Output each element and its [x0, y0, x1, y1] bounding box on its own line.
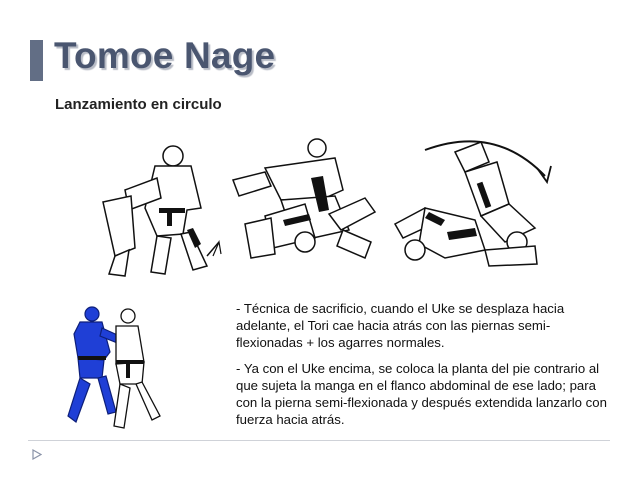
tori-uke-color-illustration — [58, 304, 168, 436]
technique-paragraph-1: - Técnica de sacrificio, cuando el Uke se desplaza hacia adelante, el Tori cae hacia atrás con las piernas semi-flexionadas + los agarres normales. — [236, 301, 565, 350]
throw-step-1-illustration — [95, 138, 225, 278]
title-accent-bar — [30, 40, 43, 81]
triangle-bullet-icon — [32, 449, 42, 460]
throw-step-2-illustration — [225, 138, 385, 268]
slide-title: Tomoe Nage — [54, 35, 276, 76]
footer-divider — [28, 440, 610, 441]
technique-description — [236, 300, 608, 437]
technique-paragraph-2: - Ya con el Uke encima, se coloca la planta del pie contrario al que sujeta la manga en el flanco abdominal de ese lado; para con la pierna semi-flexionada y después extendida lanzarlo con fuerza hacia atrás. — [236, 361, 607, 427]
slide-subtitle: Lanzamiento en circulo — [55, 96, 222, 113]
throw-step-3-illustration — [385, 132, 560, 272]
